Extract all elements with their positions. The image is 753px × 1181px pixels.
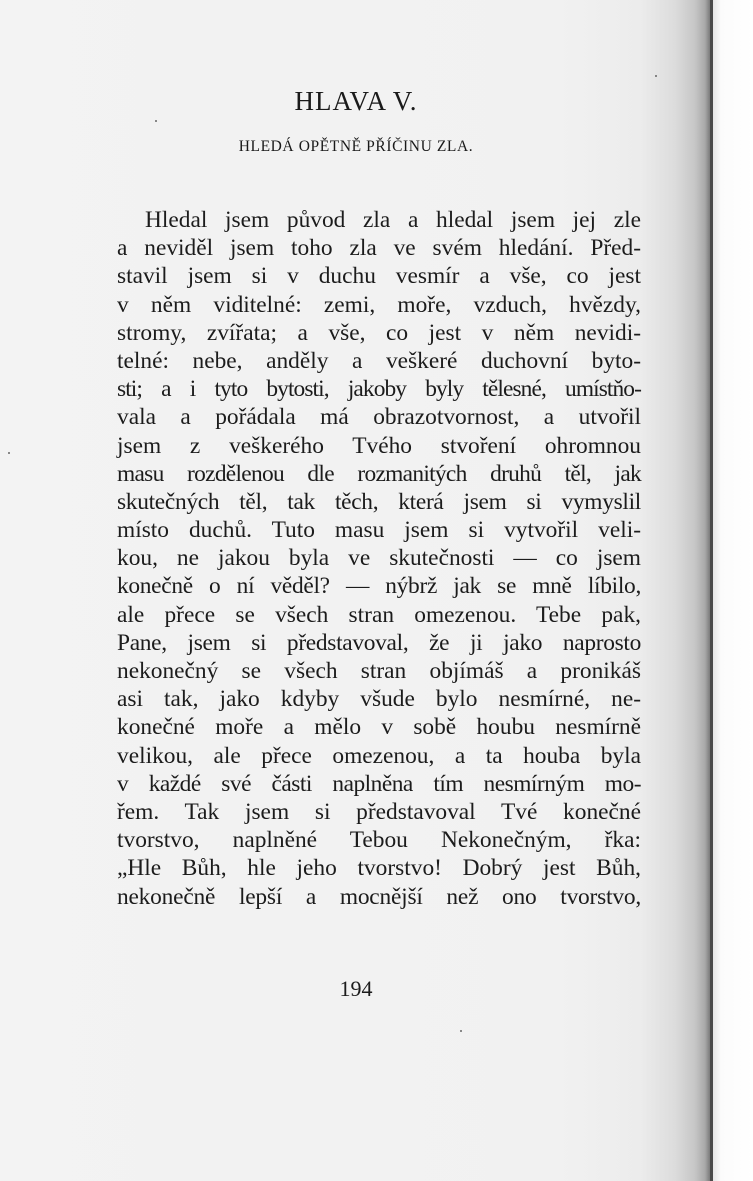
- paper-speck: [460, 1030, 462, 1032]
- chapter-title: HLAVA V.: [294, 86, 418, 116]
- text-line: místo duchů. Tuto masu jsem si vytvořil veli-: [117, 517, 641, 544]
- text-line: a neviděl jsem toho zla ve svém hledání. Před-: [117, 235, 641, 262]
- text-line: nekonečně lepší a mocnější než ono tvorstvo,: [117, 883, 641, 910]
- text-line: Hledal jsem původ zla a hledal jsem jej zle: [145, 207, 641, 233]
- text-line: v něm viditelné: zemi, moře, vzduch, hvězdy,: [117, 291, 641, 318]
- text-line: v každé své části naplněna tím nesmírným mo-: [117, 770, 641, 797]
- text-line: Pane, jsem si představoval, že ji jako naprosto: [117, 629, 641, 656]
- text-line: stromy, zvířata; a vše, co jest v něm nevidi-: [117, 319, 641, 346]
- facing-page-edge: [713, 0, 753, 1181]
- paper-speck: [655, 75, 657, 77]
- chapter-subtitle: HLEDÁ OPĚTNĚ PŘÍČINU ZLA.: [238, 138, 474, 155]
- text-line: tvorstvo, naplněné Tebou Nekonečným, řka:: [117, 827, 641, 854]
- text-line: konečné moře a mělo v sobě houbu nesmírně: [117, 714, 641, 741]
- text-line: ale přece se všech stran omezenou. Tebe pak,: [117, 601, 641, 628]
- text-line: velikou, ale přece omezenou, a ta houba byla: [117, 742, 641, 769]
- text-line: skutečných těl, tak těch, která jsem si vymyslil: [117, 488, 641, 515]
- text-line: telné: nebe, anděly a veškeré duchovní byto-: [117, 347, 641, 374]
- text-line: kou, ne jakou byla ve skutečnosti — co jsem: [117, 545, 641, 572]
- body-text: [117, 206, 641, 911]
- text-line: konečně o ní věděl? — nýbrž jak se mně líbilo,: [117, 573, 641, 600]
- text-line: nekonečný se všech stran objímáš a pronikáš: [117, 658, 641, 684]
- text-line: jsem z veškerého Tvého stvoření ohromnou: [117, 432, 641, 459]
- text-line: vala a pořádala má obrazotvornost, a utvořil: [117, 404, 641, 431]
- text-line: asi tak, jako kdyby všude bylo nesmírné, ne-: [117, 686, 641, 713]
- text-line: řem. Tak jsem si představoval Tvé konečné: [117, 798, 641, 825]
- paper-speck: [8, 452, 10, 454]
- paper-speck: [155, 120, 157, 122]
- text-line: stavil jsem si v duchu vesmír a vše, co jest: [117, 263, 641, 290]
- page-number: 194: [339, 976, 373, 1001]
- text-line: „Hle Bůh, hle jeho tvorstvo! Dobrý jest Bůh,: [117, 855, 641, 882]
- text-line: sti; a i tyto bytosti, jakoby byly tělesné, umístňo-: [117, 376, 641, 403]
- text-line: masu rozdělenou dle rozmanitých druhů těl, jak: [117, 460, 641, 487]
